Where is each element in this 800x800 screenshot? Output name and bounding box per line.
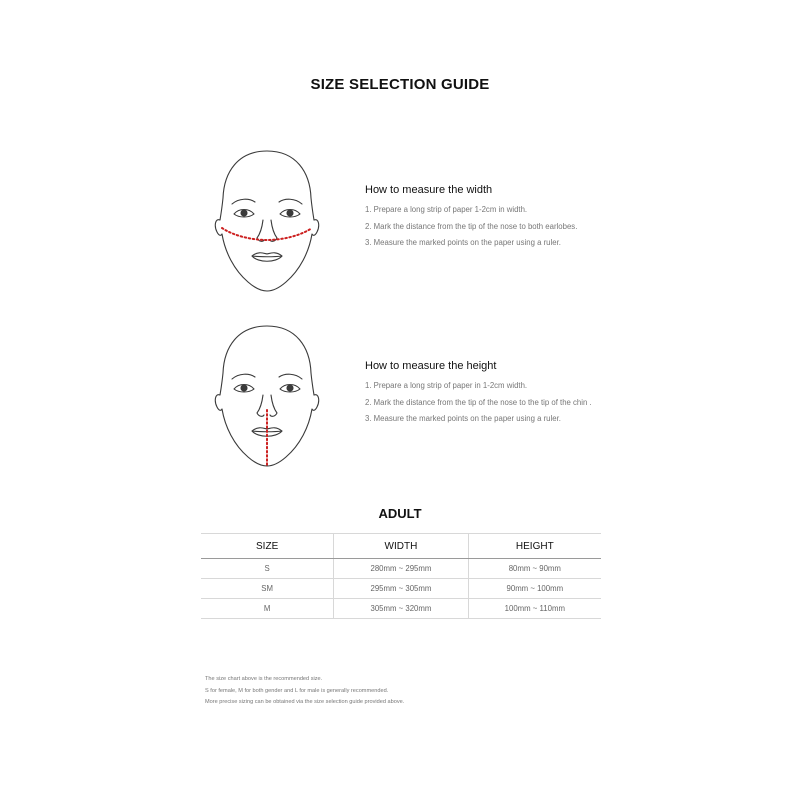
width-step-3: 3. Measure the marked points on the paper using a ruler. (365, 238, 561, 247)
width-step-2: 2. Mark the distance from the tip of the nose to both earlobes. (365, 221, 578, 231)
table-header-row (201, 534, 601, 559)
table-row (201, 579, 601, 599)
width-section-title: How to measure the width (365, 184, 493, 196)
header-size: SIZE (201, 534, 334, 559)
head-outline (215, 151, 318, 291)
note-1: The size chart above is the recommended size. (205, 676, 323, 682)
cell-width: 280mm ~ 295mm (334, 559, 468, 579)
height-step-1: 1. Prepare a long strip of paper in 1-2cm width. (365, 381, 528, 390)
table-row (201, 559, 601, 579)
cell-width: 305mm ~ 320mm (334, 599, 468, 619)
header-height: HEIGHT (468, 534, 601, 559)
cell-size: SM (201, 579, 334, 599)
height-step-2: 2. Mark the distance from the tip of the nose to the tip of the chin . (365, 397, 592, 407)
size-table (201, 533, 601, 619)
page-title: SIZE SELECTION GUIDE (310, 76, 490, 93)
width-step-1: 1. Prepare a long strip of paper 1-2cm in width. (365, 205, 528, 214)
height-instructions (365, 360, 665, 431)
cell-width: 295mm ~ 305mm (334, 579, 468, 599)
cell-size: S (201, 559, 334, 579)
cell-height: 80mm ~ 90mm (468, 559, 601, 579)
note-3: More precise sizing can be obtained via the size selection guide provided above. (205, 699, 405, 706)
width-measure-line (222, 228, 312, 240)
footnotes (205, 676, 404, 711)
cell-height: 100mm ~ 110mm (468, 599, 601, 619)
cell-height: 90mm ~ 100mm (468, 579, 601, 599)
width-instructions (365, 184, 665, 255)
height-step-3: 3. Measure the marked points on the paper using a ruler. (365, 414, 561, 423)
header-width: WIDTH (334, 534, 468, 559)
cell-size: M (201, 599, 334, 619)
table-row (201, 599, 601, 619)
adult-title: ADULT (378, 506, 422, 521)
face-height-illustration (212, 323, 322, 473)
note-2: S for female, M for both gender and L for male is generally recommended. (205, 687, 389, 694)
face-width-illustration (212, 148, 322, 298)
height-section-title: How to measure the height (365, 360, 497, 372)
